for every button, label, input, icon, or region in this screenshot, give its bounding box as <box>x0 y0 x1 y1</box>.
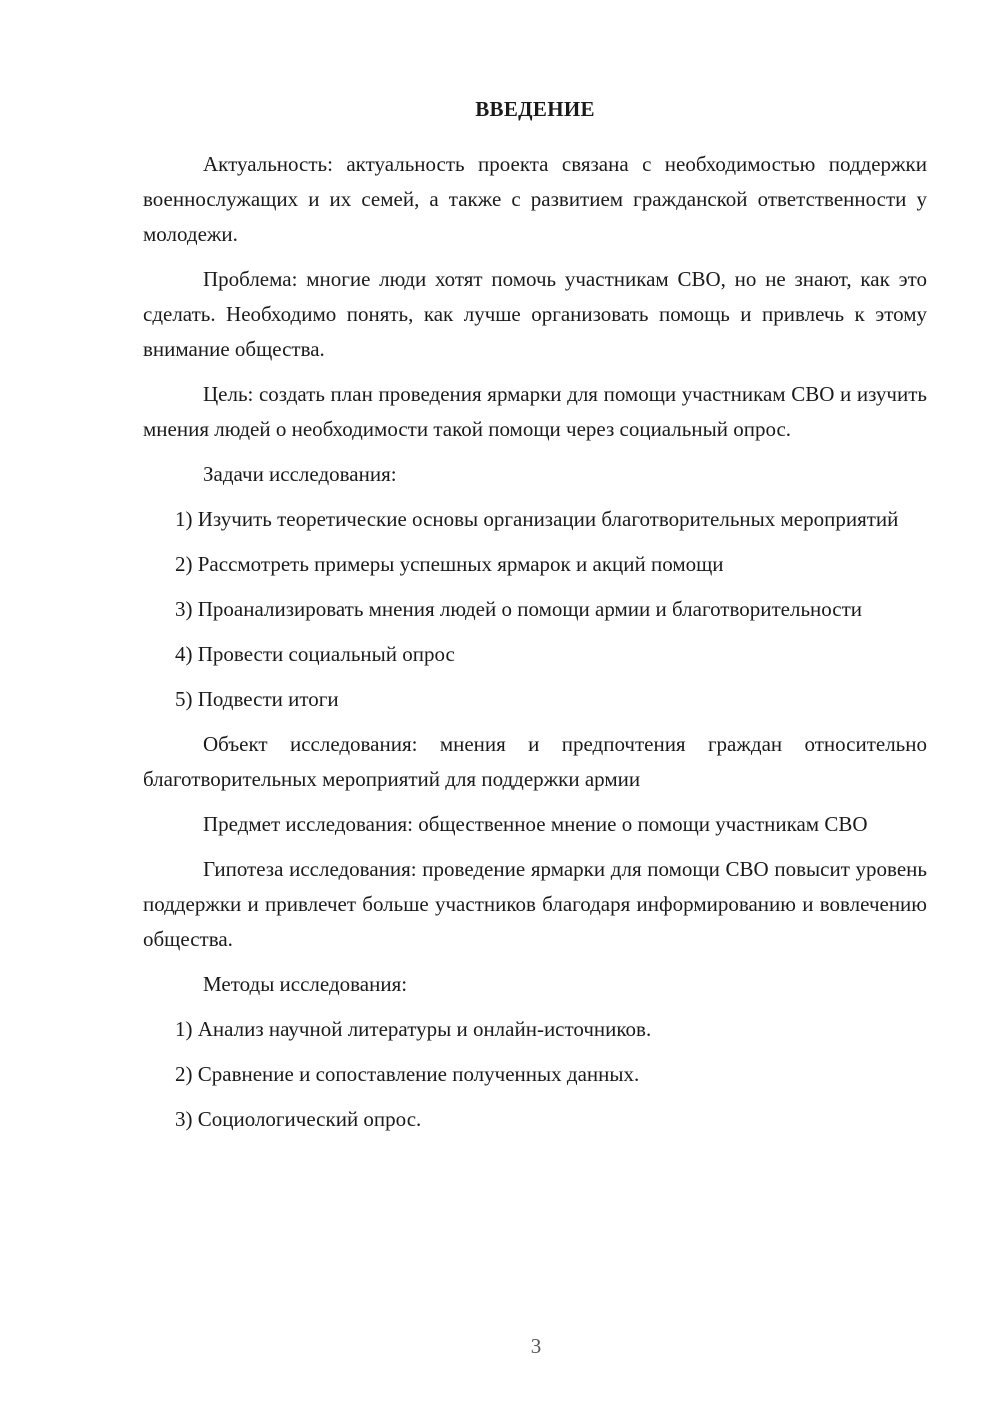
task-item: 5) Подвести итоги <box>175 687 339 711</box>
method-item: 1) Анализ научной литературы и онлайн-источников. <box>175 1017 652 1041</box>
tasks-heading: Задачи исследования: <box>203 462 397 486</box>
method-item: 3) Социологический опрос. <box>175 1107 422 1131</box>
task-item: 4) Провести социальный опрос <box>175 642 455 666</box>
page-title: ВВЕДЕНИЕ <box>475 97 595 121</box>
task-item: 2) Рассмотреть примеры успешных ярмарок и акций помощи <box>175 552 724 576</box>
task-item: 3) Проанализировать мнения людей о помощи армии и благотворительности <box>175 597 863 621</box>
task-item: 1) Изучить теоретические основы организации благотворительных мероприятий <box>175 507 899 531</box>
page-number: 3 <box>530 1334 542 1358</box>
page-content <box>143 92 927 1147</box>
method-item: 2) Сравнение и сопоставление полученных данных. <box>175 1062 640 1086</box>
problem-paragraph: Проблема: многие люди хотят помочь участникам СВО, но не знают, как это сделать. Необходимо понять, как лучше организовать помощь и привлечь к этому внимание общества. <box>143 267 927 361</box>
hypothesis-paragraph: Гипотеза исследования: проведение ярмарки для помощи СВО повысит уровень поддержки и привлечет больше участников благодаря информированию и вовлечению общества. <box>143 857 927 951</box>
goal-paragraph: Цель: создать план проведения ярмарки для помощи участникам СВО и изучить мнения людей о необходимости такой помощи через социальный опрос. <box>143 382 927 441</box>
object-paragraph: Объект исследования: мнения и предпочтения граждан относительно благотворительных мероприятий для поддержки армии <box>143 732 927 791</box>
subject-paragraph: Предмет исследования: общественное мнение о помощи участникам СВО <box>203 812 868 836</box>
relevance-paragraph: Актуальность: актуальность проекта связана с необходимостью поддержки военнослужащих и их семей, а также с развитием гражданской ответственности у молодежи. <box>143 152 927 246</box>
methods-heading: Методы исследования: <box>203 972 408 996</box>
